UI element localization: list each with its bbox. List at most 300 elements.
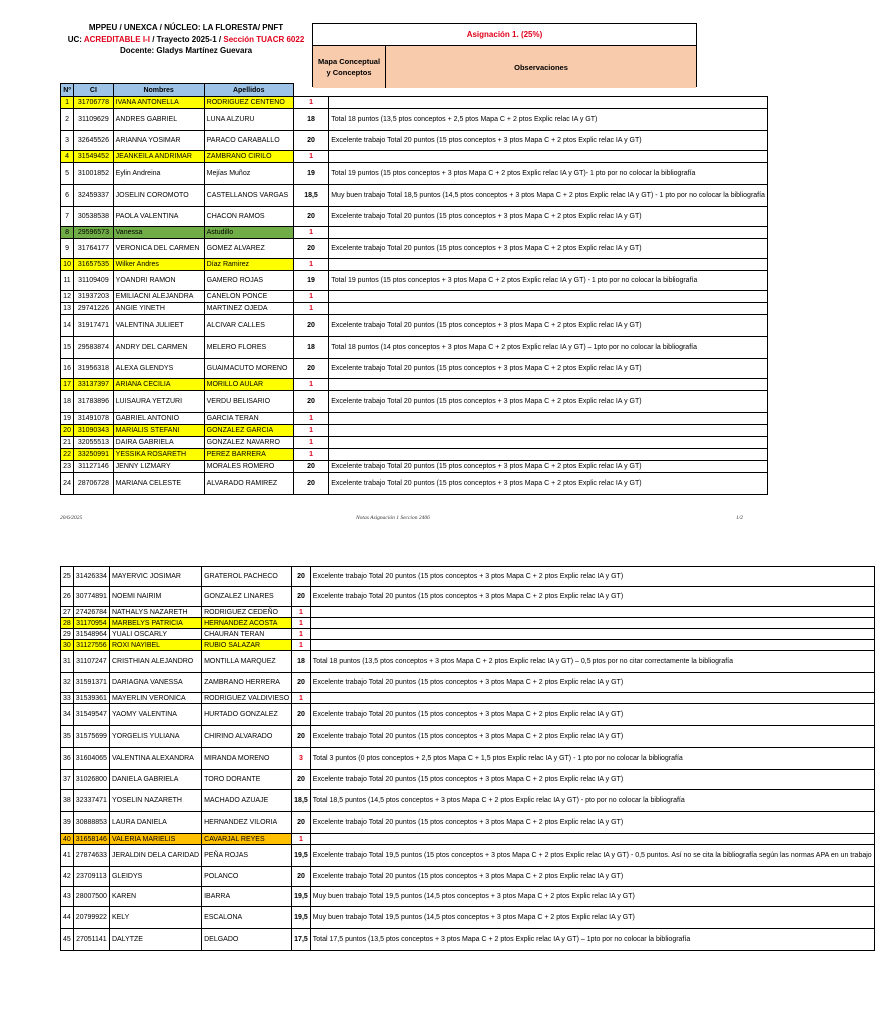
table-row xyxy=(61,151,768,163)
table-row xyxy=(61,425,768,437)
row-ci: 31575699 xyxy=(73,726,109,748)
row-number: 22 xyxy=(61,449,74,461)
row-nota: 19 xyxy=(293,271,328,291)
table-row xyxy=(61,887,875,907)
row-ci: 31591371 xyxy=(73,673,109,693)
row-number: 38 xyxy=(61,790,74,812)
row-ci: 31658146 xyxy=(73,834,109,845)
table-row xyxy=(61,651,875,673)
row-observacion xyxy=(329,379,768,391)
row-ci: 31549452 xyxy=(74,151,114,163)
row-nota: 1 xyxy=(293,425,328,437)
table-row xyxy=(61,131,768,151)
row-number: 37 xyxy=(61,770,74,790)
row-ci: 31426334 xyxy=(73,567,109,587)
row-ci: 30538538 xyxy=(74,207,114,227)
row-number: 18 xyxy=(61,391,74,413)
row-nota: 17,5 xyxy=(292,929,311,951)
row-observacion: Excelente trabajo Total 19,5 puntos (15 ptos conceptos + 3 ptos Mapa C + 2 ptos Explic relac IA y GT) - 0,5 puntos. Así no se cita la bibliografía según las normas APA en un trabajo xyxy=(310,845,874,867)
row-ci: 32459337 xyxy=(74,185,114,207)
uc-value: ACREDITABLE I-I xyxy=(83,34,150,44)
row-nota: 20 xyxy=(293,461,328,473)
row-nombres: VALENTINA JULIEET xyxy=(113,315,204,337)
row-nombres: NOEMI NAIRIM xyxy=(109,587,201,607)
row-observacion: Total 18 puntos (13,5 ptos conceptos + 3 ptos Mapa C + 2 ptos Explic relac IA y GT) – 0,5 ptos por no citar correctamente la bibliografía xyxy=(310,651,874,673)
row-observacion: Muy buen trabajo Total 19,5 puntos (14,5 ptos conceptos + 3 ptos Mapa C + 2 ptos Explic relac IA y GT) xyxy=(310,907,874,929)
row-apellidos: MIRANDA MORENO xyxy=(202,748,292,770)
row-nota: 1 xyxy=(293,449,328,461)
row-number: 16 xyxy=(61,359,74,379)
row-nota: 1 xyxy=(292,629,311,640)
row-nota: 3 xyxy=(292,748,311,770)
row-apellidos: MONTILLA MARQUEZ xyxy=(202,651,292,673)
row-apellidos: RODRIGUEZ CENTENO xyxy=(204,97,293,109)
col-nombres: Nombres xyxy=(113,84,204,97)
row-apellidos: RODRIGUEZ CEDEÑO xyxy=(202,607,292,618)
row-observacion: Excelente trabajo Total 20 puntos (15 ptos conceptos + 3 ptos Mapa C + 2 ptos Explic relac IA y GT) xyxy=(329,131,768,151)
row-observacion xyxy=(310,640,874,651)
table-row xyxy=(61,109,768,131)
row-nombres: ANDRES GABRIEL xyxy=(113,109,204,131)
row-observacion xyxy=(310,607,874,618)
row-apellidos: MORALES ROMERO xyxy=(204,461,293,473)
table-row xyxy=(61,587,875,607)
table-row xyxy=(61,790,875,812)
row-observacion xyxy=(310,693,874,704)
table-row xyxy=(61,259,768,271)
row-observacion: Excelente trabajo Total 20 puntos (15 ptos conceptos + 3 ptos Mapa C + 2 ptos Explic relac IA y GT) xyxy=(310,704,874,726)
row-observacion xyxy=(310,618,874,629)
row-ci: 31539361 xyxy=(73,693,109,704)
row-number: 42 xyxy=(61,867,74,887)
row-apellidos: PEÑA ROJAS xyxy=(202,845,292,867)
row-apellidos: MELERO FLORES xyxy=(204,337,293,359)
row-apellidos: CAVARJAL REYES xyxy=(202,834,292,845)
row-apellidos: DELGADO xyxy=(202,929,292,951)
row-observacion: Excelente trabajo Total 20 puntos (15 ptos conceptos + 3 ptos Mapa C + 2 ptos Explic relac IA y GT) xyxy=(310,770,874,790)
row-nota: 20 xyxy=(292,867,311,887)
row-observacion: Excelente trabajo Total 20 puntos (15 ptos conceptos + 3 ptos Mapa C + 2 ptos Explic relac IA y GT) xyxy=(310,726,874,748)
row-ci: 31917471 xyxy=(74,315,114,337)
row-nota: 1 xyxy=(293,437,328,449)
row-apellidos: Díaz Ramirez xyxy=(204,259,293,271)
row-nombres: MARBELYS PATRICIA xyxy=(109,618,201,629)
table-row xyxy=(61,337,768,359)
row-observacion: Total 19 puntos (15 ptos conceptos + 3 ptos Mapa C + 2 ptos Explic relac IA y GT) - 1 pto por no colocar la bibliografía xyxy=(329,271,768,291)
row-number: 5 xyxy=(61,163,74,185)
row-apellidos: LUNA ALZURU xyxy=(204,109,293,131)
row-apellidos: CHAURAN TERAN xyxy=(202,629,292,640)
row-nota: 18,5 xyxy=(293,185,328,207)
table-row xyxy=(61,770,875,790)
row-apellidos: ZAMBRANO HERRERA xyxy=(202,673,292,693)
row-observacion xyxy=(329,303,768,315)
row-ci: 31026800 xyxy=(73,770,109,790)
row-ci: 33250991 xyxy=(74,449,114,461)
row-nombres: ARIANNA YOSIMAR xyxy=(113,131,204,151)
row-number: 33 xyxy=(61,693,74,704)
table-row xyxy=(61,303,768,315)
col-ci: CI xyxy=(74,84,114,97)
row-number: 35 xyxy=(61,726,74,748)
row-observacion: Total 18 puntos (13,5 ptos conceptos + 2,5 ptos Mapa C + 2 ptos Explic relac IA y GT) xyxy=(329,109,768,131)
table-row xyxy=(61,437,768,449)
col-num: Nº xyxy=(61,84,74,97)
row-nombres: LUISAURA YETZURI xyxy=(113,391,204,413)
table-row xyxy=(61,693,875,704)
row-ci: 31107247 xyxy=(73,651,109,673)
mapa-column-header: Mapa Conceptual y Conceptos xyxy=(313,46,386,88)
table-header-row xyxy=(61,84,768,97)
row-apellidos: HURTADO GONZALEZ xyxy=(202,704,292,726)
row-number: 12 xyxy=(61,291,74,303)
row-ci: 27874633 xyxy=(73,845,109,867)
row-nombres: ROXI NAYIBEL xyxy=(109,640,201,651)
row-observacion: Excelente trabajo Total 20 puntos (15 ptos conceptos + 3 ptos Mapa C + 2 ptos Explic relac IA y GT) xyxy=(329,239,768,259)
row-ci: 31706778 xyxy=(74,97,114,109)
table-row xyxy=(61,163,768,185)
row-nota: 19,5 xyxy=(292,887,311,907)
row-ci: 31109409 xyxy=(74,271,114,291)
row-apellidos: HERNANDEZ ACOSTA xyxy=(202,618,292,629)
row-nombres: KELY xyxy=(109,907,201,929)
row-number: 8 xyxy=(61,227,74,239)
row-apellidos: GOMEZ ALVAREZ xyxy=(204,239,293,259)
row-observacion: Excelente trabajo Total 20 puntos (15 ptos conceptos + 3 ptos Mapa C + 2 ptos Explic relac IA y GT) xyxy=(310,812,874,834)
row-observacion: Excelente trabajo Total 20 puntos (15 ptos conceptos + 3 ptos Mapa C + 2 ptos Explic relac IA y GT) xyxy=(329,359,768,379)
row-nota: 20 xyxy=(293,207,328,227)
row-ci: 29596573 xyxy=(74,227,114,239)
page-2 xyxy=(0,530,872,1024)
row-ci: 31127556 xyxy=(73,640,109,651)
row-nombres: YUALI OSCARLY xyxy=(109,629,201,640)
row-nombres: NATHALYS NAZARETH xyxy=(109,607,201,618)
footer-title: Notas Asignación 1 Seccion 2406 xyxy=(356,515,430,521)
row-apellidos: IBARRA xyxy=(202,887,292,907)
row-nombres: DANIELA GABRIELA xyxy=(109,770,201,790)
row-apellidos: GONZALEZ GARCIA xyxy=(204,425,293,437)
row-number: 4 xyxy=(61,151,74,163)
row-ci: 31090343 xyxy=(74,425,114,437)
row-observacion xyxy=(329,151,768,163)
row-nombres: DAIRA GABRIELA xyxy=(113,437,204,449)
docente-line: Docente: Gladys Martínez Guevara xyxy=(119,46,253,55)
row-nombres: ANGIE YINETH xyxy=(113,303,204,315)
row-nota: 20 xyxy=(293,473,328,495)
trayecto: / Trayecto 2025-1 / xyxy=(152,34,222,44)
row-ci: 31657535 xyxy=(74,259,114,271)
row-ci: 33137397 xyxy=(74,379,114,391)
row-number: 44 xyxy=(61,907,74,929)
row-nota: 20 xyxy=(293,391,328,413)
row-observacion xyxy=(329,425,768,437)
row-nota: 1 xyxy=(293,379,328,391)
row-apellidos: Astudillo xyxy=(204,227,293,239)
row-nota: 20 xyxy=(292,726,311,748)
row-nota: 20 xyxy=(292,587,311,607)
row-nota: 20 xyxy=(292,673,311,693)
row-apellidos: GARCIA TERAN xyxy=(204,413,293,425)
row-apellidos: RODRIGUEZ VALDIVIESO xyxy=(202,693,292,704)
row-nota: 20 xyxy=(292,567,311,587)
row-ci: 20799922 xyxy=(73,907,109,929)
assignment-header xyxy=(312,23,697,87)
row-ci: 31109629 xyxy=(74,109,114,131)
row-ci: 30774891 xyxy=(73,587,109,607)
table-row xyxy=(61,359,768,379)
row-apellidos: GUAIMACUTO MORENO xyxy=(204,359,293,379)
table-row xyxy=(61,618,875,629)
row-nombres: GABRIEL ANTONIO xyxy=(113,413,204,425)
table-row xyxy=(61,640,875,651)
table-row xyxy=(61,629,875,640)
row-observacion: Excelente trabajo Total 20 puntos (15 ptos conceptos + 3 ptos Mapa C + 2 ptos Explic relac IA y GT) xyxy=(329,473,768,495)
row-nota: 20 xyxy=(292,704,311,726)
row-number: 27 xyxy=(61,607,74,618)
table-row xyxy=(61,413,768,425)
table-row xyxy=(61,207,768,227)
row-nota: 1 xyxy=(292,607,311,618)
row-number: 36 xyxy=(61,748,74,770)
row-number: 1 xyxy=(61,97,74,109)
row-number: 45 xyxy=(61,929,74,951)
row-nota: 20 xyxy=(293,131,328,151)
row-observacion: Excelente trabajo Total 20 puntos (15 ptos conceptos + 3 ptos Mapa C + 2 ptos Explic relac IA y GT) xyxy=(310,673,874,693)
row-number: 20 xyxy=(61,425,74,437)
row-number: 31 xyxy=(61,651,74,673)
table-row xyxy=(61,239,768,259)
row-observacion xyxy=(310,629,874,640)
row-apellidos: ZAMBRANO CIRILO xyxy=(204,151,293,163)
row-ci: 31937203 xyxy=(74,291,114,303)
grades-table-page-1 xyxy=(60,83,768,495)
table-row xyxy=(61,291,768,303)
row-nombres: Eylin Andreina xyxy=(113,163,204,185)
observaciones-column-header: Observaciones xyxy=(386,46,696,88)
row-nota: 18 xyxy=(293,109,328,131)
institution-line: MPPEU / UNEXCA / NÚCLEO: LA FLORESTA/ PNFT xyxy=(88,23,284,32)
row-number: 25 xyxy=(61,567,74,587)
row-nombres: ANDRY DEL CARMEN xyxy=(113,337,204,359)
row-number: 13 xyxy=(61,303,74,315)
row-nombres: Vanessa xyxy=(113,227,204,239)
table-row xyxy=(61,567,875,587)
row-nota: 1 xyxy=(293,413,328,425)
row-nota: 18 xyxy=(293,337,328,359)
page-1 xyxy=(0,0,768,530)
row-nota: 1 xyxy=(293,259,328,271)
row-ci: 32055513 xyxy=(74,437,114,449)
row-nombres: VERONICA DEL CARMEN xyxy=(113,239,204,259)
row-number: 2 xyxy=(61,109,74,131)
table-row xyxy=(61,97,768,109)
table-row xyxy=(61,461,768,473)
row-apellidos: GONZALEZ LINARES xyxy=(202,587,292,607)
row-apellidos: VERDU BELISARIO xyxy=(204,391,293,413)
row-observacion: Muy buen trabajo Total 18,5 puntos (14,5 ptos conceptos + 3 ptos Mapa C + 2 ptos Explic relac IA y GT) - 1 pto por no colocar la bibliografía xyxy=(329,185,768,207)
row-number: 28 xyxy=(61,618,74,629)
row-apellidos: PEREZ BARRERA xyxy=(204,449,293,461)
row-nota: 1 xyxy=(292,640,311,651)
row-ci: 31549547 xyxy=(73,704,109,726)
row-nombres: JOSELIN COROMOTO xyxy=(113,185,204,207)
row-nota: 1 xyxy=(292,693,311,704)
col-apellidos: Apellidos xyxy=(204,84,293,97)
table-row xyxy=(61,845,875,867)
table-row xyxy=(61,929,875,951)
row-nombres: YOSELIN NAZARETH xyxy=(109,790,201,812)
row-observacion: Total 3 puntos (0 ptos conceptos + 2,5 ptos Mapa C + 1,5 ptos Explic relac IA y GT) - 1 pto por no colocar la bibliografía xyxy=(310,748,874,770)
footer-page: 1/2 xyxy=(736,515,744,521)
row-observacion xyxy=(329,413,768,425)
row-nota: 20 xyxy=(293,315,328,337)
row-apellidos: TORO DORANTE xyxy=(202,770,292,790)
row-nombres: ALEXA GLENDYS xyxy=(113,359,204,379)
table-row xyxy=(61,812,875,834)
row-observacion: Total 19 puntos (15 ptos conceptos + 3 ptos Mapa C + 2 ptos Explic relac IA y GT)- 1 pto por no colocar la bibliografía xyxy=(329,163,768,185)
table-row xyxy=(61,907,875,929)
row-observacion xyxy=(329,437,768,449)
row-observacion xyxy=(329,449,768,461)
row-ci: 31491078 xyxy=(74,413,114,425)
row-nombres: DARIAGNA VANESSA xyxy=(109,673,201,693)
row-number: 19 xyxy=(61,413,74,425)
row-observacion: Excelente trabajo Total 20 puntos (15 ptos conceptos + 3 ptos Mapa C + 2 ptos Explic relac IA y GT) xyxy=(329,461,768,473)
row-ci: 31764177 xyxy=(74,239,114,259)
row-apellidos: CANELON PONCE xyxy=(204,291,293,303)
row-nombres: YORGELIS YULIANA xyxy=(109,726,201,748)
row-nombres: DALYTZE xyxy=(109,929,201,951)
row-nota: 19 xyxy=(293,163,328,185)
row-apellidos: MACHADO AZUAJE xyxy=(202,790,292,812)
footer-date: 20/6/2025 xyxy=(60,515,83,521)
row-nombres: MAYERLIN VERONICA xyxy=(109,693,201,704)
blank-head xyxy=(329,84,768,97)
row-observacion: Excelente trabajo Total 20 puntos (15 ptos conceptos + 3 ptos Mapa C + 2 ptos Explic relac IA y GT) xyxy=(329,207,768,227)
row-number: 40 xyxy=(61,834,74,845)
row-nombres: VALENTINA ALEXANDRA xyxy=(109,748,201,770)
row-nombres: KAREN xyxy=(109,887,201,907)
row-ci: 27051141 xyxy=(73,929,109,951)
row-number: 43 xyxy=(61,887,74,907)
row-nombres: YESSIKA ROSARETH xyxy=(113,449,204,461)
row-apellidos: CASTELLANOS VARGAS xyxy=(204,185,293,207)
row-nota: 1 xyxy=(293,303,328,315)
row-apellidos: RUBIO SALAZAR xyxy=(202,640,292,651)
row-observacion: Excelente trabajo Total 20 puntos (15 ptos conceptos + 3 ptos Mapa C + 2 ptos Explic relac IA y GT) xyxy=(310,567,874,587)
row-ci: 31604065 xyxy=(73,748,109,770)
table-row xyxy=(61,271,768,291)
row-ci: 31956318 xyxy=(74,359,114,379)
row-nombres: IVANA ANTONELLA xyxy=(113,97,204,109)
row-observacion: Total 18 puntos (14 ptos conceptos + 3 ptos Mapa C + 2 ptos Explic relac IA y GT) – 1pto por no colocar la bibliografía xyxy=(329,337,768,359)
row-observacion: Muy buen trabajo Total 19,5 puntos (14,5 ptos conceptos + 3 ptos Mapa C + 2 ptos Explic relac IA y GT) xyxy=(310,887,874,907)
row-number: 3 xyxy=(61,131,74,151)
table-row xyxy=(61,726,875,748)
grades-table-page-2 xyxy=(60,566,875,951)
row-ci: 32645526 xyxy=(74,131,114,151)
row-number: 11 xyxy=(61,271,74,291)
row-nombres: MARIANA CELESTE xyxy=(113,473,204,495)
row-ci: 29741226 xyxy=(74,303,114,315)
row-nombres: YAOMY VALENTINA xyxy=(109,704,201,726)
row-ci: 31548964 xyxy=(73,629,109,640)
table-row xyxy=(61,673,875,693)
row-observacion: Total 17,5 puntos (13,5 ptos conceptos + 3 ptos Mapa C + 2 ptos Explic relac IA y GT) – 1pto por no colocar la bibliografía xyxy=(310,929,874,951)
row-observacion: Total 18,5 puntos (14,5 ptos conceptos + 3 ptos Mapa C + 2 ptos Explic relac IA y GT) - pto por no colocar la bibliografía xyxy=(310,790,874,812)
row-ci: 28706728 xyxy=(74,473,114,495)
row-apellidos: GRATEROL PACHECO xyxy=(202,567,292,587)
row-nota: 1 xyxy=(293,227,328,239)
row-observacion: Excelente trabajo Total 20 puntos (15 ptos conceptos + 3 ptos Mapa C + 2 ptos Explic relac IA y GT) xyxy=(310,587,874,607)
row-ci: 32337471 xyxy=(73,790,109,812)
row-nota: 1 xyxy=(293,151,328,163)
row-number: 21 xyxy=(61,437,74,449)
row-nombres: PAOLA VALENTINA xyxy=(113,207,204,227)
row-nota: 20 xyxy=(292,812,311,834)
row-apellidos: PARACO CARABALLO xyxy=(204,131,293,151)
blank-head xyxy=(293,84,328,97)
row-apellidos: GAMERO ROJAS xyxy=(204,271,293,291)
uc-label: UC: xyxy=(67,34,82,44)
row-nombres: ARIANA CECILIA xyxy=(113,379,204,391)
row-apellidos: CHIRINO ALVARADO xyxy=(202,726,292,748)
row-nombres: YOANDRI RAMON xyxy=(113,271,204,291)
row-apellidos: POLANCO xyxy=(202,867,292,887)
table-row xyxy=(61,379,768,391)
row-ci: 31001852 xyxy=(74,163,114,185)
row-number: 7 xyxy=(61,207,74,227)
row-apellidos: CHACON RAMOS xyxy=(204,207,293,227)
row-number: 15 xyxy=(61,337,74,359)
row-nota: 19,5 xyxy=(292,845,311,867)
row-nombres: Wilker Andres xyxy=(113,259,204,271)
row-ci: 31783896 xyxy=(74,391,114,413)
row-observacion xyxy=(329,291,768,303)
table-row xyxy=(61,473,768,495)
table-row xyxy=(61,315,768,337)
row-number: 39 xyxy=(61,812,74,834)
table-row xyxy=(61,834,875,845)
document-header xyxy=(60,22,312,57)
row-nombres: VALERIA MARIELIS xyxy=(109,834,201,845)
row-apellidos: GONZALEZ NAVARRO xyxy=(204,437,293,449)
assignment-title: Asignación 1. (25%) xyxy=(313,24,696,46)
row-number: 9 xyxy=(61,239,74,259)
row-apellidos: ESCALONA xyxy=(202,907,292,929)
row-number: 6 xyxy=(61,185,74,207)
row-ci: 27426784 xyxy=(73,607,109,618)
table-row xyxy=(61,185,768,207)
row-nombres: GLEIDYS xyxy=(109,867,201,887)
row-observacion xyxy=(329,227,768,239)
row-number: 29 xyxy=(61,629,74,640)
row-observacion: Excelente trabajo Total 20 puntos (15 ptos conceptos + 3 ptos Mapa C + 2 ptos Explic relac IA y GT) xyxy=(329,315,768,337)
row-number: 26 xyxy=(61,587,74,607)
row-nombres: EMILIACNI ALEJANDRA xyxy=(113,291,204,303)
row-nota: 1 xyxy=(292,618,311,629)
row-ci: 30888853 xyxy=(73,812,109,834)
row-number: 30 xyxy=(61,640,74,651)
row-observacion xyxy=(310,834,874,845)
table-row xyxy=(61,607,875,618)
row-nota: 1 xyxy=(293,291,328,303)
row-ci: 23709113 xyxy=(73,867,109,887)
row-observacion: Excelente trabajo Total 20 puntos (15 ptos conceptos + 3 ptos Mapa C + 2 ptos Explic relac IA y GT) xyxy=(310,867,874,887)
row-number: 41 xyxy=(61,845,74,867)
row-number: 17 xyxy=(61,379,74,391)
table-row xyxy=(61,449,768,461)
